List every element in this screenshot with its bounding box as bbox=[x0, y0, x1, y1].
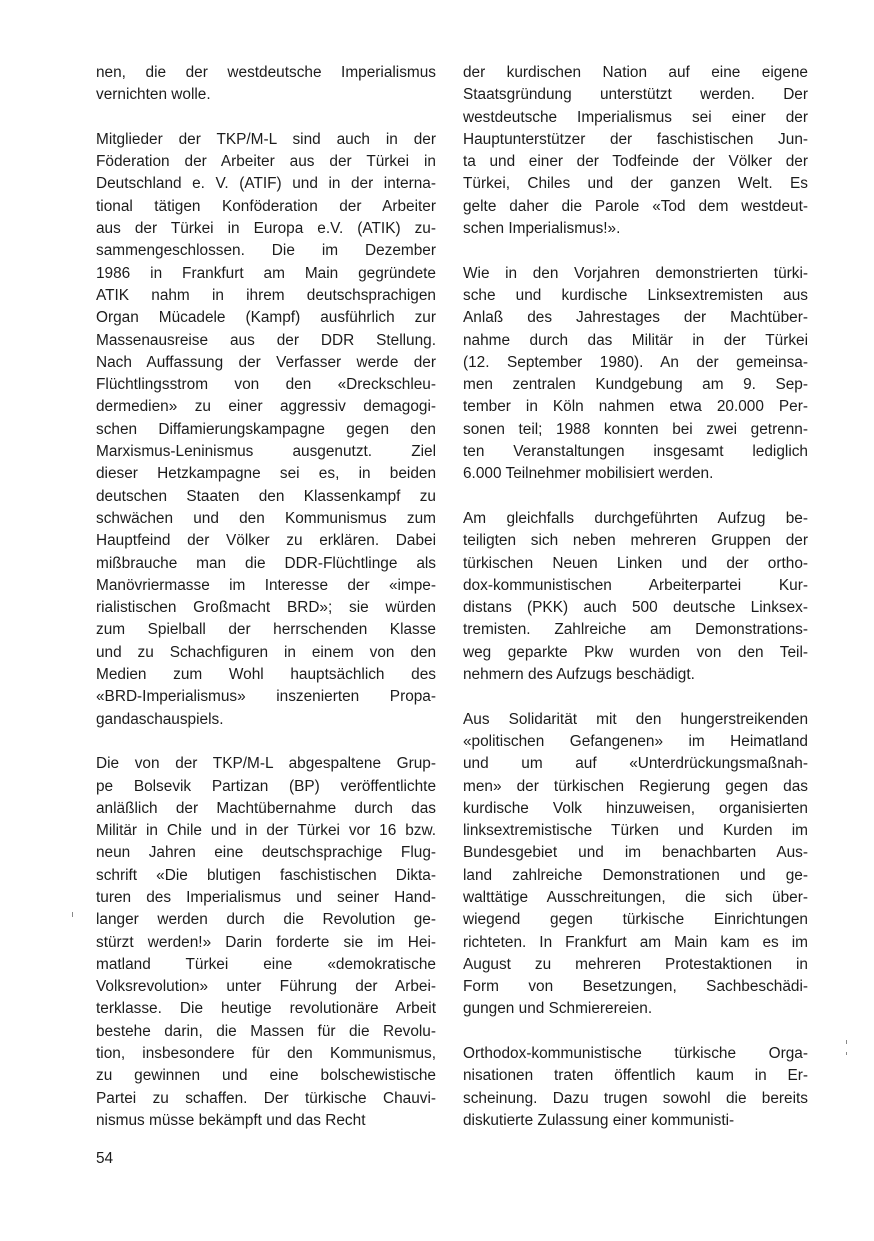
text-line: sammengeschlossen. Die im Dezember bbox=[96, 242, 436, 260]
text-line: Bundesgebiet und im benachbarten Aus- bbox=[463, 844, 808, 862]
text-line: nehmern des Aufzugs beschädigt. bbox=[463, 666, 695, 684]
text-line: men» der türkischen Regierung gegen das bbox=[463, 777, 808, 795]
paragraph bbox=[463, 709, 808, 1021]
text-line: tion, insbesondere für den Kommunismus, bbox=[96, 1045, 436, 1063]
text-line: 1986 in Frankfurt am Main gegründete bbox=[96, 264, 436, 282]
text-line: anläßlich der Machtübernahme durch das bbox=[96, 799, 436, 817]
text-line: Orthodox-kommunistische türkische Orga- bbox=[463, 1045, 808, 1063]
text-line: August zu mehreren Protestaktionen in bbox=[463, 955, 808, 973]
text-line: linksextremistische Türken und Kurden im bbox=[463, 822, 808, 840]
text-line: gungen und Schmierereien. bbox=[463, 1000, 653, 1018]
text-line: Anlaß des Jahrestages der Machtüber- bbox=[463, 309, 808, 327]
paragraph bbox=[463, 508, 808, 686]
text-line: bestehe darin, die Massen für die Revolu- bbox=[96, 1022, 436, 1040]
paragraph bbox=[463, 62, 808, 240]
text-line: aus der Türkei in Europa e.V. (ATIK) zu- bbox=[96, 220, 436, 238]
text-line: neun Jahren eine deutschsprachige Flug- bbox=[96, 844, 436, 862]
text-line: (12. September 1980). An der gemeinsa- bbox=[463, 353, 808, 371]
text-line: tremisten. Zahlreiche am Demonstrations- bbox=[463, 621, 808, 639]
paragraph bbox=[96, 62, 436, 107]
text-line: schwächen und den Kommunismus zum bbox=[96, 509, 436, 527]
paragraph-gap bbox=[463, 1021, 808, 1043]
text-line: mißbrauche man die DDR-Flüchtlinge als bbox=[96, 554, 436, 572]
text-line: Organ Mücadele (Kampf) ausführlich zur bbox=[96, 309, 436, 327]
text-line: land zahlreiche Demonstrationen und ge- bbox=[463, 866, 808, 884]
text-line: Am gleichfalls durchgeführten Aufzug be- bbox=[463, 509, 808, 527]
text-line: Mitglieder der TKP/M-L sind auch in der bbox=[96, 130, 436, 148]
text-line: ten Veranstaltungen insgesamt lediglich bbox=[463, 443, 808, 461]
paragraph-gap bbox=[96, 731, 436, 753]
text-line: Medien zum Wohl hauptsächlich des bbox=[96, 666, 436, 684]
text-line: Wie in den Vorjahren demonstrierten türki- bbox=[463, 264, 808, 282]
text-line: gandaschauspiels. bbox=[96, 710, 224, 728]
paragraph-gap bbox=[463, 486, 808, 508]
paragraph bbox=[463, 1043, 808, 1132]
text-line: türkischen Neuen Linken und der ortho- bbox=[463, 554, 808, 572]
text-line: turen des Imperialismus und seiner Hand- bbox=[96, 888, 436, 906]
text-line: nisationen traten öffentlich kaum in Er- bbox=[463, 1067, 808, 1085]
text-line: «BRD-Imperialismus» inszenierten Propa- bbox=[96, 688, 436, 706]
text-line: Hauptfeind der Völker zu erklären. Dabei bbox=[96, 532, 436, 550]
text-line: dieser Hetzkampagne sei es, in beiden bbox=[96, 465, 436, 483]
text-line: Deutschland e. V. (ATIF) und in der interna- bbox=[96, 175, 436, 193]
text-line: matland Türkei eine «demokratische bbox=[96, 955, 436, 973]
scan-speck bbox=[72, 912, 73, 917]
text-line: schen Imperialismus!». bbox=[463, 220, 621, 238]
text-line: ATIK nahm in ihrem deutschsprachigen bbox=[96, 286, 436, 304]
text-line: wiegend gegen türkische Einrichtungen bbox=[463, 911, 808, 929]
text-line: Die von der TKP/M-L abgespaltene Grup- bbox=[96, 755, 436, 773]
text-line: tional tätigen Konföderation der Arbeiter bbox=[96, 197, 436, 215]
text-line: Marxismus-Leninismus ausgenutzt. Ziel bbox=[96, 443, 436, 461]
scan-speck bbox=[846, 1040, 847, 1044]
text-line: scheinung. Dazu trugen sowohl die bereits bbox=[463, 1089, 808, 1107]
paragraph bbox=[463, 263, 808, 486]
text-line: distans (PKK) auch 500 deutsche Linksex- bbox=[463, 599, 808, 617]
text-line: «politischen Gefangenen» im Heimatland bbox=[463, 732, 808, 750]
text-line: Form von Besetzungen, Sachbeschädi- bbox=[463, 978, 808, 996]
text-line: und um auf «Unterdrückungsmaßnah- bbox=[463, 755, 808, 773]
text-line: Hauptunterstützer der faschistischen Jun- bbox=[463, 130, 808, 148]
text-line: Türkei, Chiles und der ganzen Welt. Es bbox=[463, 175, 808, 193]
page-number: 54 bbox=[96, 1150, 114, 1167]
text-line: terklasse. Die heutige revolutionäre Arbeit bbox=[96, 1000, 436, 1018]
text-line: Militär in Chile und in der Türkei vor 16 bzw. bbox=[96, 822, 436, 840]
text-line: westdeutsche Imperialismus sei einer der bbox=[463, 108, 808, 126]
text-line: walttätige Ausschreitungen, die sich über- bbox=[463, 888, 808, 906]
text-line: Flüchtlingsstrom von den «Dreckschleu- bbox=[96, 376, 436, 394]
paragraph-gap bbox=[463, 240, 808, 262]
paragraph bbox=[96, 753, 436, 1132]
text-line: vernichten wolle. bbox=[96, 86, 211, 104]
text-line: sonen teil; 1988 konnten bei zwei getrenn- bbox=[463, 420, 808, 438]
text-line: tember in Köln nahmen etwa 20.000 Per- bbox=[463, 398, 808, 416]
text-line: zu gewinnen und eine bolschewistische bbox=[96, 1067, 436, 1085]
left-text-column bbox=[96, 62, 436, 1132]
text-line: kurdische Volk hinzuweisen, organisierten bbox=[463, 799, 808, 817]
text-line: und zu Schachfiguren in einem von den bbox=[96, 643, 436, 661]
text-line: Föderation der Arbeiter aus der Türkei in bbox=[96, 153, 436, 171]
text-line: gelte daher die Parole «Tod dem westdeut- bbox=[463, 197, 808, 215]
text-line: ta und einer der Todfeinde der Völker der bbox=[463, 153, 808, 171]
text-line: teiligten sich neben mehreren Gruppen der bbox=[463, 532, 808, 550]
text-line: schen Diffamierungskampagne gegen den bbox=[96, 420, 436, 438]
text-line: weg geparkte Pkw wurden von den Teil- bbox=[463, 643, 808, 661]
text-line: dermedien» zu einer aggressiv demagogi- bbox=[96, 398, 436, 416]
text-line: zum Spielball der herrschenden Klasse bbox=[96, 621, 436, 639]
text-line: nen, die der westdeutsche Imperialismus bbox=[96, 64, 436, 81]
text-line: pe Bolsevik Partizan (BP) veröffentlichte bbox=[96, 777, 436, 795]
text-line: richteten. In Frankfurt am Main kam es im bbox=[463, 933, 808, 951]
text-line: men zentralen Kundgebung am 9. Sep- bbox=[463, 376, 808, 394]
text-line: diskutierte Zulassung einer kommunisti- bbox=[463, 1111, 735, 1129]
paragraph bbox=[96, 129, 436, 731]
text-line: deutschen Staaten den Klassenkampf zu bbox=[96, 487, 436, 505]
text-line: Massenausreise aus der DDR Stellung. bbox=[96, 331, 436, 349]
right-text-column bbox=[463, 62, 808, 1132]
paragraph-gap bbox=[96, 107, 436, 129]
text-line: Aus Solidarität mit den hungerstreikenden bbox=[463, 710, 808, 728]
text-line: Volksrevolution» unter Führung der Arbei- bbox=[96, 978, 436, 996]
text-line: langer werden durch die Revolution ge- bbox=[96, 911, 436, 929]
text-line: der kurdischen Nation auf eine eigene bbox=[463, 64, 808, 81]
text-line: Nach Auffassung der Verfasser werde der bbox=[96, 353, 436, 371]
text-line: dox-kommunistischen Arbeiterpartei Kur- bbox=[463, 576, 808, 594]
text-line: nahme durch das Militär in der Türkei bbox=[463, 331, 808, 349]
text-line: nismus müsse bekämpft und das Recht bbox=[96, 1111, 366, 1129]
text-line: Partei zu schaffen. Der türkische Chauvi- bbox=[96, 1089, 436, 1107]
paragraph-gap bbox=[463, 686, 808, 708]
text-line: rialistischen Großmacht BRD»; sie würden bbox=[96, 599, 436, 617]
text-line: Manövriermasse im Interesse der «impe- bbox=[96, 576, 436, 594]
text-line: 6.000 Teilnehmer mobilisiert werden. bbox=[463, 465, 714, 483]
text-line: Staatsgründung unterstützt werden. Der bbox=[463, 86, 808, 104]
text-line: sche und kurdische Linksextremisten aus bbox=[463, 286, 808, 304]
text-line: stürzt werden!» Darin forderte sie im Hei- bbox=[96, 933, 436, 951]
scan-speck bbox=[846, 1052, 847, 1055]
text-line: schrift «Die blutigen faschistischen Dikta- bbox=[96, 866, 436, 884]
